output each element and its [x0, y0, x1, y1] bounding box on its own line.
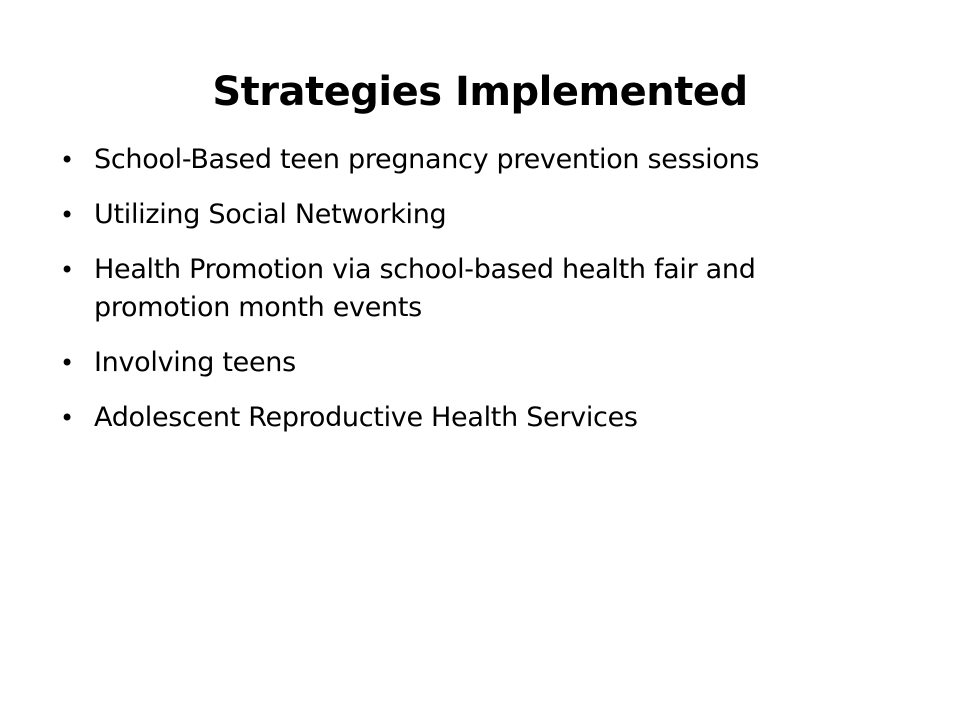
- bullet-text: School-Based teen pregnancy prevention sessions: [94, 144, 760, 175]
- list-item: [60, 344, 890, 382]
- list-item: [60, 399, 890, 437]
- bullet-text: Involving teens: [94, 347, 296, 378]
- list-item: [60, 141, 890, 179]
- bullet-icon: •: [60, 256, 74, 284]
- bullet-text: Utilizing Social Networking: [94, 199, 447, 230]
- bullet-list: [60, 141, 890, 454]
- list-item: [60, 251, 890, 327]
- bullet-icon: •: [60, 349, 74, 377]
- bullet-icon: •: [60, 404, 74, 432]
- list-item: [60, 196, 890, 234]
- slide-title: Strategies Implemented: [212, 69, 748, 115]
- bullet-icon: •: [60, 201, 74, 229]
- bullet-icon: •: [60, 146, 74, 174]
- bullet-text: Health Promotion via school-based health fair and promotion month events: [94, 254, 756, 323]
- bullet-text: Adolescent Reproductive Health Services: [94, 402, 638, 433]
